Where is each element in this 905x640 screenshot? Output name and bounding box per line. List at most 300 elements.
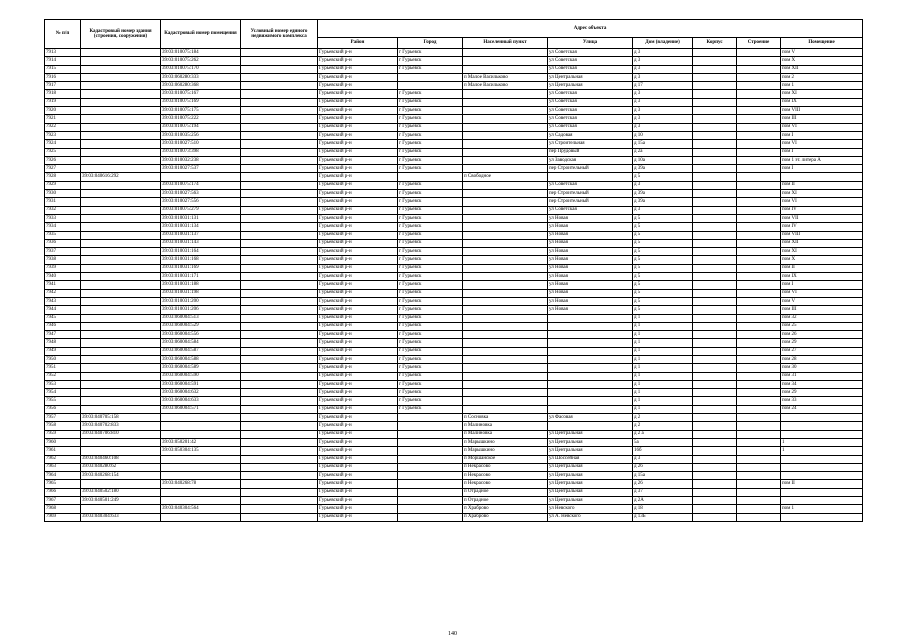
cell-num: 7920	[45, 107, 81, 115]
cell-room: 1	[781, 438, 863, 446]
cell-complex-number	[241, 65, 318, 73]
cell-premise-cadastral: 39:03:050304:135	[161, 447, 241, 455]
cell-premise-cadastral: 39:03:040304:564	[161, 505, 241, 513]
header-complex-number: Условный номер единого недвижимого комплекса	[241, 20, 318, 49]
cell-premise-cadastral: 39:03:060004:556	[161, 331, 241, 339]
cell-street: ул Новая	[548, 264, 633, 272]
cell-city: г Гурьевск	[398, 372, 463, 380]
cell-korpus	[693, 107, 737, 115]
cell-complex-number	[241, 463, 318, 471]
cell-street	[548, 389, 633, 397]
cell-stroenie	[737, 455, 781, 463]
cell-house: д 15а	[633, 472, 693, 480]
cell-premise-cadastral: 39:03:010075:167	[161, 90, 241, 98]
cell-district: Гурьевский р-н	[318, 364, 398, 372]
cell-room: пом IV	[781, 223, 863, 231]
cell-stroenie	[737, 322, 781, 330]
cell-stroenie	[737, 190, 781, 198]
cell-street: ул А. Невского	[548, 513, 633, 521]
cell-building-cadastral	[81, 107, 161, 115]
cell-premise-cadastral	[161, 463, 241, 471]
cell-premise-cadastral: 39:03:010075:184	[161, 49, 241, 57]
cell-city: г Гурьевск	[398, 98, 463, 106]
table-row	[45, 181, 863, 189]
cell-room: пом XII	[781, 239, 863, 247]
cell-complex-number	[241, 148, 318, 156]
cell-stroenie	[737, 98, 781, 106]
cell-house: д 1	[633, 322, 693, 330]
cell-korpus	[693, 472, 737, 480]
cell-korpus	[693, 173, 737, 181]
cell-premise-cadastral: 39:03:060004:513	[161, 314, 241, 322]
cell-locality	[463, 123, 548, 131]
cell-complex-number	[241, 488, 318, 496]
cell-num: 7938	[45, 256, 81, 264]
cell-room	[781, 513, 863, 521]
cell-complex-number	[241, 281, 318, 289]
cell-district: Гурьевский р-н	[318, 414, 398, 422]
cell-korpus	[693, 82, 737, 90]
cell-stroenie	[737, 364, 781, 372]
cell-city	[398, 173, 463, 181]
cell-complex-number	[241, 339, 318, 347]
cell-premise-cadastral: 39:03:010031:169	[161, 264, 241, 272]
table-row	[45, 156, 863, 164]
cell-building-cadastral: 39:03:040706:810	[81, 430, 161, 438]
cell-locality	[463, 156, 548, 164]
cell-premise-cadastral: 39:03:010075:169	[161, 98, 241, 106]
cell-num: 7951	[45, 364, 81, 372]
table-row	[45, 497, 863, 505]
cell-district: Гурьевский р-н	[318, 65, 398, 73]
cell-city: г Гурьевск	[398, 339, 463, 347]
cell-premise-cadastral: 39:03:060280:368	[161, 82, 241, 90]
cell-stroenie	[737, 82, 781, 90]
cell-room: пом I	[781, 281, 863, 289]
cell-num: 7926	[45, 156, 81, 164]
table-row	[45, 49, 863, 57]
cell-house: д 2	[633, 414, 693, 422]
cell-street	[548, 314, 633, 322]
cell-building-cadastral	[81, 322, 161, 330]
cell-building-cadastral	[81, 405, 161, 413]
cell-district: Гурьевский р-н	[318, 156, 398, 164]
cell-stroenie	[737, 140, 781, 148]
table-row	[45, 231, 863, 239]
cell-locality	[463, 281, 548, 289]
cell-house: д 2А	[633, 497, 693, 505]
cell-city: г Гурьевск	[398, 65, 463, 73]
cell-complex-number	[241, 248, 318, 256]
cell-premise-cadastral: 39:03:010075:194	[161, 123, 241, 131]
cell-city: г Гурьевск	[398, 198, 463, 206]
cell-korpus	[693, 264, 737, 272]
cell-city: г Гурьевск	[398, 123, 463, 131]
cell-num: 7946	[45, 322, 81, 330]
cell-stroenie	[737, 256, 781, 264]
cell-district: Гурьевский р-н	[318, 297, 398, 305]
cell-room: пом 28	[781, 355, 863, 363]
cell-premise-cadastral: 39:03:010031:168	[161, 256, 241, 264]
cell-num: 7947	[45, 331, 81, 339]
cell-street: ул Центральная	[548, 438, 633, 446]
cell-building-cadastral	[81, 331, 161, 339]
cell-stroenie	[737, 355, 781, 363]
cell-room: пом VIII	[781, 107, 863, 115]
table-row	[45, 447, 863, 455]
cell-street	[548, 347, 633, 355]
table-row	[45, 380, 863, 388]
cell-stroenie	[737, 73, 781, 81]
cell-street: ул Советская	[548, 115, 633, 123]
cell-building-cadastral	[81, 438, 161, 446]
table-row	[45, 256, 863, 264]
table-row	[45, 165, 863, 173]
cell-locality	[463, 364, 548, 372]
cell-locality: п Марышкино	[463, 447, 548, 455]
cell-room: пом 2	[781, 73, 863, 81]
cell-city: г Гурьевск	[398, 322, 463, 330]
cell-premise-cadastral: 39:03:010031:200	[161, 297, 241, 305]
cell-premise-cadastral: 39:03:010075:222	[161, 115, 241, 123]
cell-house: д 2 а	[633, 430, 693, 438]
cell-korpus	[693, 438, 737, 446]
cell-room: пом 1 эт. литера А	[781, 156, 863, 164]
cell-building-cadastral	[81, 480, 161, 488]
cell-korpus	[693, 73, 737, 81]
cell-locality	[463, 405, 548, 413]
cell-house: д 1	[633, 355, 693, 363]
table-row	[45, 488, 863, 496]
cell-num: 7954	[45, 389, 81, 397]
cell-premise-cadastral	[161, 455, 241, 463]
cell-street: ул Садовая	[548, 131, 633, 139]
cell-city	[398, 438, 463, 446]
table-row	[45, 347, 863, 355]
cell-room: пом III	[781, 306, 863, 314]
cell-building-cadastral	[81, 289, 161, 297]
cell-city: г Гурьевск	[398, 355, 463, 363]
cell-stroenie	[737, 181, 781, 189]
cell-premise-cadastral: 39:03:060004:584	[161, 339, 241, 347]
cell-building-cadastral	[81, 123, 161, 131]
cell-locality	[463, 214, 548, 222]
cell-building-cadastral	[81, 273, 161, 281]
header-stroenie: Строение	[737, 38, 781, 49]
cell-stroenie	[737, 397, 781, 405]
cell-house: д 3	[633, 73, 693, 81]
cell-locality: п Некрасово	[463, 472, 548, 480]
table-row	[45, 131, 863, 139]
cell-stroenie	[737, 405, 781, 413]
cell-district: Гурьевский р-н	[318, 355, 398, 363]
cell-complex-number	[241, 513, 318, 521]
cell-city	[398, 513, 463, 521]
cell-premise-cadastral: 39:03:010027:510	[161, 140, 241, 148]
cell-city	[398, 463, 463, 471]
cell-building-cadastral	[81, 115, 161, 123]
cell-locality	[463, 231, 548, 239]
cell-room: пом 26	[781, 331, 863, 339]
cell-stroenie	[737, 430, 781, 438]
table-row	[45, 65, 863, 73]
cell-city: г Гурьевск	[398, 223, 463, 231]
table-row	[45, 472, 863, 480]
cell-premise-cadastral: 39:03:050201:42	[161, 438, 241, 446]
table-row	[45, 73, 863, 81]
table-row	[45, 322, 863, 330]
cell-num: 7924	[45, 140, 81, 148]
cell-locality	[463, 289, 548, 297]
cell-street	[548, 364, 633, 372]
cell-house: д 5	[633, 231, 693, 239]
cell-premise-cadastral: 39:03:060004:529	[161, 322, 241, 330]
cell-num: 7935	[45, 231, 81, 239]
cell-locality	[463, 314, 548, 322]
table-row	[45, 57, 863, 65]
cell-num: 7933	[45, 214, 81, 222]
cell-building-cadastral: 39:03:040304:633	[81, 513, 161, 521]
cell-stroenie	[737, 223, 781, 231]
cell-house: д 1	[633, 389, 693, 397]
cell-room: пом IX	[781, 273, 863, 281]
cell-stroenie	[737, 148, 781, 156]
cell-city	[398, 497, 463, 505]
cell-building-cadastral	[81, 131, 161, 139]
cell-room: пом 1	[781, 505, 863, 513]
cell-city: г Гурьевск	[398, 264, 463, 272]
cell-premise-cadastral: 39:03:060004:632	[161, 389, 241, 397]
cell-street: ул Невского	[548, 505, 633, 513]
table-row	[45, 355, 863, 363]
cell-premise-cadastral: 39:03:060004:590	[161, 372, 241, 380]
cell-locality: п Отрадное	[463, 488, 548, 496]
cell-street: ул Советская	[548, 65, 633, 73]
cell-district: Гурьевский р-н	[318, 214, 398, 222]
table-row	[45, 148, 863, 156]
cell-district: Гурьевский р-н	[318, 306, 398, 314]
cell-locality: п Марышкино	[463, 438, 548, 446]
cell-locality: п Малое Васильково	[463, 82, 548, 90]
cell-street	[548, 339, 633, 347]
cell-complex-number	[241, 198, 318, 206]
cell-complex-number	[241, 273, 318, 281]
cell-house: д 5	[633, 289, 693, 297]
cell-complex-number	[241, 131, 318, 139]
cell-korpus	[693, 306, 737, 314]
table-row	[45, 82, 863, 90]
cell-korpus	[693, 148, 737, 156]
cell-street: ул Заводская	[548, 156, 633, 164]
cell-room: пом XI	[781, 190, 863, 198]
table-row	[45, 438, 863, 446]
cell-city: г Гурьевск	[398, 181, 463, 189]
cell-num: 7952	[45, 372, 81, 380]
cell-room	[781, 488, 863, 496]
cell-house: д 1	[633, 364, 693, 372]
cell-complex-number	[241, 181, 318, 189]
cell-stroenie	[737, 281, 781, 289]
cell-stroenie	[737, 422, 781, 430]
cell-num: 7930	[45, 190, 81, 198]
cell-district: Гурьевский р-н	[318, 190, 398, 198]
cell-district: Гурьевский р-н	[318, 389, 398, 397]
cell-district: Гурьевский р-н	[318, 380, 398, 388]
header-premise-cadastral: Кадастровый номер помещения	[161, 20, 241, 49]
cell-complex-number	[241, 372, 318, 380]
cell-korpus	[693, 115, 737, 123]
cell-num: 7958	[45, 422, 81, 430]
cell-building-cadastral	[81, 347, 161, 355]
cell-city: г Гурьевск	[398, 156, 463, 164]
cell-complex-number	[241, 397, 318, 405]
table-row	[45, 480, 863, 488]
table-row	[45, 414, 863, 422]
cell-street: ул Советская	[548, 181, 633, 189]
cell-district: Гурьевский р-н	[318, 463, 398, 471]
cell-building-cadastral	[81, 214, 161, 222]
cell-locality	[463, 389, 548, 397]
cell-building-cadastral	[81, 198, 161, 206]
table-row	[45, 206, 863, 214]
cell-house: д 3	[633, 57, 693, 65]
cell-building-cadastral	[81, 98, 161, 106]
cell-district: Гурьевский р-н	[318, 322, 398, 330]
cell-locality: п Некрасово	[463, 480, 548, 488]
cell-complex-number	[241, 405, 318, 413]
cell-city: г Гурьевск	[398, 273, 463, 281]
cell-street: ул Новая	[548, 223, 633, 231]
cell-korpus	[693, 422, 737, 430]
cell-house: д 2	[633, 422, 693, 430]
table-row	[45, 281, 863, 289]
cell-building-cadastral: 39:03:040501:249	[81, 497, 161, 505]
cell-room: пом 34	[781, 380, 863, 388]
cell-building-cadastral	[81, 397, 161, 405]
cell-house: д 5	[633, 239, 693, 247]
cell-street: ул Центральная	[548, 82, 633, 90]
cell-stroenie	[737, 306, 781, 314]
cell-locality	[463, 322, 548, 330]
cell-city	[398, 505, 463, 513]
cell-district: Гурьевский р-н	[318, 256, 398, 264]
cell-premise-cadastral: 39:03:040268:78	[161, 480, 241, 488]
cell-street: пер Строительный	[548, 190, 633, 198]
header-building-cadastral: Кадастровый номер здания (строения, сооружения)	[81, 20, 161, 49]
cell-house: д 1	[633, 405, 693, 413]
cell-premise-cadastral: 39:03:010075:174	[161, 181, 241, 189]
cell-complex-number	[241, 505, 318, 513]
cell-num: 7914	[45, 57, 81, 65]
cell-complex-number	[241, 156, 318, 164]
table-row	[45, 306, 863, 314]
cell-complex-number	[241, 239, 318, 247]
cell-room: пом 29	[781, 339, 863, 347]
cell-complex-number	[241, 82, 318, 90]
table-row	[45, 314, 863, 322]
cell-house: д 37	[633, 488, 693, 496]
cell-korpus	[693, 455, 737, 463]
cell-complex-number	[241, 231, 318, 239]
cell-num: 7949	[45, 347, 81, 355]
cell-korpus	[693, 331, 737, 339]
cell-locality	[463, 397, 548, 405]
cell-complex-number	[241, 115, 318, 123]
cell-korpus	[693, 447, 737, 455]
cell-street: ул Новая	[548, 306, 633, 314]
cell-complex-number	[241, 364, 318, 372]
cell-premise-cadastral	[161, 497, 241, 505]
cell-house: д 3	[633, 98, 693, 106]
cell-premise-cadastral: 39:03:060280:333	[161, 73, 241, 81]
cell-house: д 1	[633, 347, 693, 355]
cell-house: д 5	[633, 248, 693, 256]
table-row	[45, 248, 863, 256]
cell-building-cadastral	[81, 339, 161, 347]
cell-premise-cadastral: 39:03:010075:262	[161, 57, 241, 65]
cell-house: 5а	[633, 438, 693, 446]
cell-building-cadastral: 39:03:040280:62	[81, 463, 161, 471]
cell-street: пер Прудовый	[548, 148, 633, 156]
cell-locality	[463, 380, 548, 388]
cell-room: пом 33	[781, 397, 863, 405]
cell-street: ул Центральная	[548, 497, 633, 505]
cell-room: пом X	[781, 256, 863, 264]
table-row	[45, 513, 863, 521]
cell-street: ул Новая	[548, 256, 633, 264]
cell-num: 7948	[45, 339, 81, 347]
table-row	[45, 123, 863, 131]
cell-house: д 3	[633, 455, 693, 463]
cell-complex-number	[241, 107, 318, 115]
cell-locality	[463, 57, 548, 65]
table-row	[45, 364, 863, 372]
cell-premise-cadastral	[161, 430, 241, 438]
cell-district: Гурьевский р-н	[318, 281, 398, 289]
cell-room: пом 32	[781, 314, 863, 322]
cell-street: ул Советская	[548, 90, 633, 98]
cell-room: пом VI	[781, 289, 863, 297]
cell-building-cadastral	[81, 389, 161, 397]
cell-korpus	[693, 389, 737, 397]
cell-district: Гурьевский р-н	[318, 331, 398, 339]
cell-premise-cadastral: 39:03:060004:571	[161, 405, 241, 413]
header-num: № п/п	[45, 20, 81, 49]
cell-street: ул Новая	[548, 248, 633, 256]
cell-locality	[463, 115, 548, 123]
cell-num: 7960	[45, 438, 81, 446]
cell-room: пом I	[781, 165, 863, 173]
cell-city: г Гурьевск	[398, 148, 463, 156]
cell-korpus	[693, 49, 737, 57]
cell-stroenie	[737, 239, 781, 247]
cell-premise-cadastral	[161, 472, 241, 480]
cell-district: Гурьевский р-н	[318, 513, 398, 521]
cell-house: д 5	[633, 173, 693, 181]
cell-stroenie	[737, 463, 781, 471]
cell-street	[548, 322, 633, 330]
cell-building-cadastral	[81, 239, 161, 247]
cell-premise-cadastral	[161, 422, 241, 430]
cell-building-cadastral	[81, 505, 161, 513]
cell-complex-number	[241, 480, 318, 488]
cell-district: Гурьевский р-н	[318, 505, 398, 513]
cell-korpus	[693, 239, 737, 247]
table-row	[45, 389, 863, 397]
cell-city: г Гурьевск	[398, 297, 463, 305]
cell-house: д 18	[633, 505, 693, 513]
cell-district: Гурьевский р-н	[318, 488, 398, 496]
